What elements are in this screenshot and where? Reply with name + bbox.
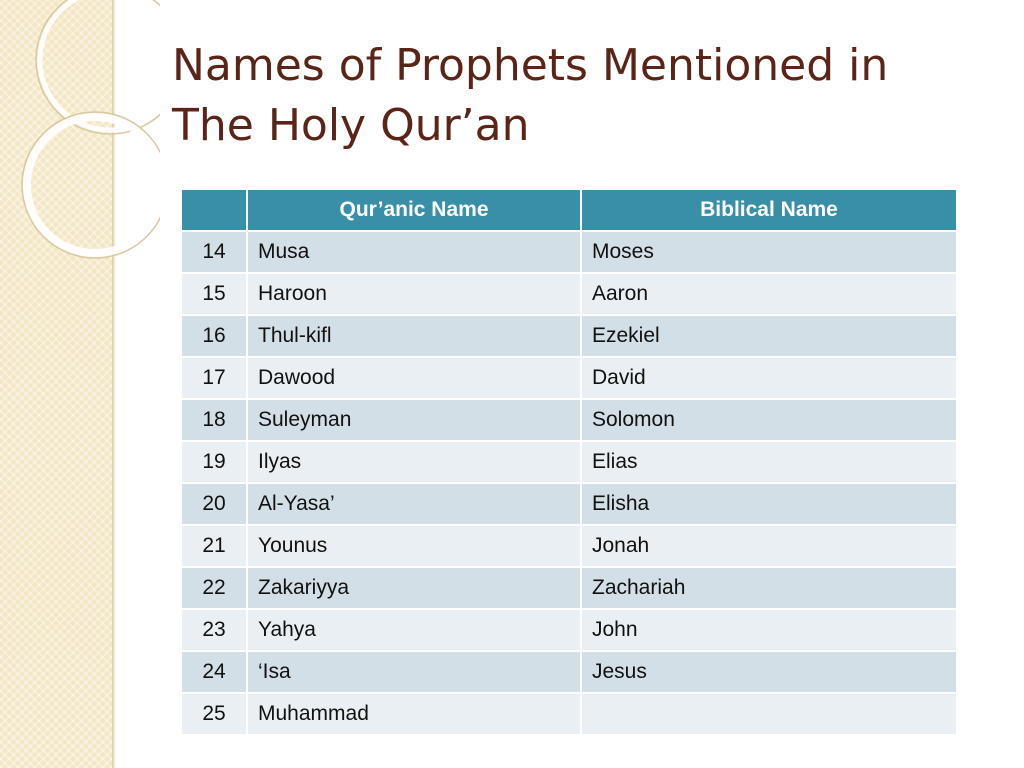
cell-biblical-name: Aaron	[581, 273, 957, 315]
cell-number: 18	[181, 399, 247, 441]
prophets-table-container	[180, 188, 956, 736]
cell-quranic-name: Suleyman	[247, 399, 581, 441]
cell-number: 20	[181, 483, 247, 525]
cell-biblical-name: Elias	[581, 441, 957, 483]
cell-quranic-name: Al-Yasa’	[247, 483, 581, 525]
cell-biblical-name	[581, 693, 957, 735]
prophets-table	[180, 188, 958, 736]
table-row	[181, 651, 957, 693]
cell-quranic-name: Dawood	[247, 357, 581, 399]
cell-quranic-name: Younus	[247, 525, 581, 567]
table-row	[181, 357, 957, 399]
decorative-circles	[0, 0, 160, 300]
cell-quranic-name: ‘Isa	[247, 651, 581, 693]
cell-quranic-name: Yahya	[247, 609, 581, 651]
cell-number: 23	[181, 609, 247, 651]
page-title: Names of Prophets Mentioned in The Holy Qur’an	[172, 40, 889, 151]
cell-biblical-name: Jonah	[581, 525, 957, 567]
cell-biblical-name: David	[581, 357, 957, 399]
cell-biblical-name: Moses	[581, 231, 957, 273]
table-row	[181, 525, 957, 567]
cell-biblical-name: Ezekiel	[581, 315, 957, 357]
table-row	[181, 315, 957, 357]
table-row	[181, 399, 957, 441]
cell-biblical-name: Solomon	[581, 399, 957, 441]
cell-quranic-name: Haroon	[247, 273, 581, 315]
cell-biblical-name: John	[581, 609, 957, 651]
table-row	[181, 441, 957, 483]
cell-number: 17	[181, 357, 247, 399]
cell-number: 24	[181, 651, 247, 693]
cell-number: 16	[181, 315, 247, 357]
cell-biblical-name: Jesus	[581, 651, 957, 693]
table-row	[181, 567, 957, 609]
table-row	[181, 231, 957, 273]
cell-number: 25	[181, 693, 247, 735]
cell-quranic-name: Muhammad	[247, 693, 581, 735]
table-header-row	[181, 189, 957, 231]
cell-biblical-name: Zachariah	[581, 567, 957, 609]
cell-number: 21	[181, 525, 247, 567]
cell-quranic-name: Ilyas	[247, 441, 581, 483]
table-row	[181, 693, 957, 735]
table-row	[181, 273, 957, 315]
cell-quranic-name: Musa	[247, 231, 581, 273]
cell-quranic-name: Zakariyya	[247, 567, 581, 609]
cell-number: 19	[181, 441, 247, 483]
cell-number: 14	[181, 231, 247, 273]
header-quranic-name: Qur’anic Name	[247, 189, 581, 231]
cell-biblical-name: Elisha	[581, 483, 957, 525]
cell-number: 15	[181, 273, 247, 315]
table-row	[181, 609, 957, 651]
header-biblical-name: Biblical Name	[581, 189, 957, 231]
header-number	[181, 189, 247, 231]
cell-quranic-name: Thul-kifl	[247, 315, 581, 357]
table-row	[181, 483, 957, 525]
cell-number: 22	[181, 567, 247, 609]
